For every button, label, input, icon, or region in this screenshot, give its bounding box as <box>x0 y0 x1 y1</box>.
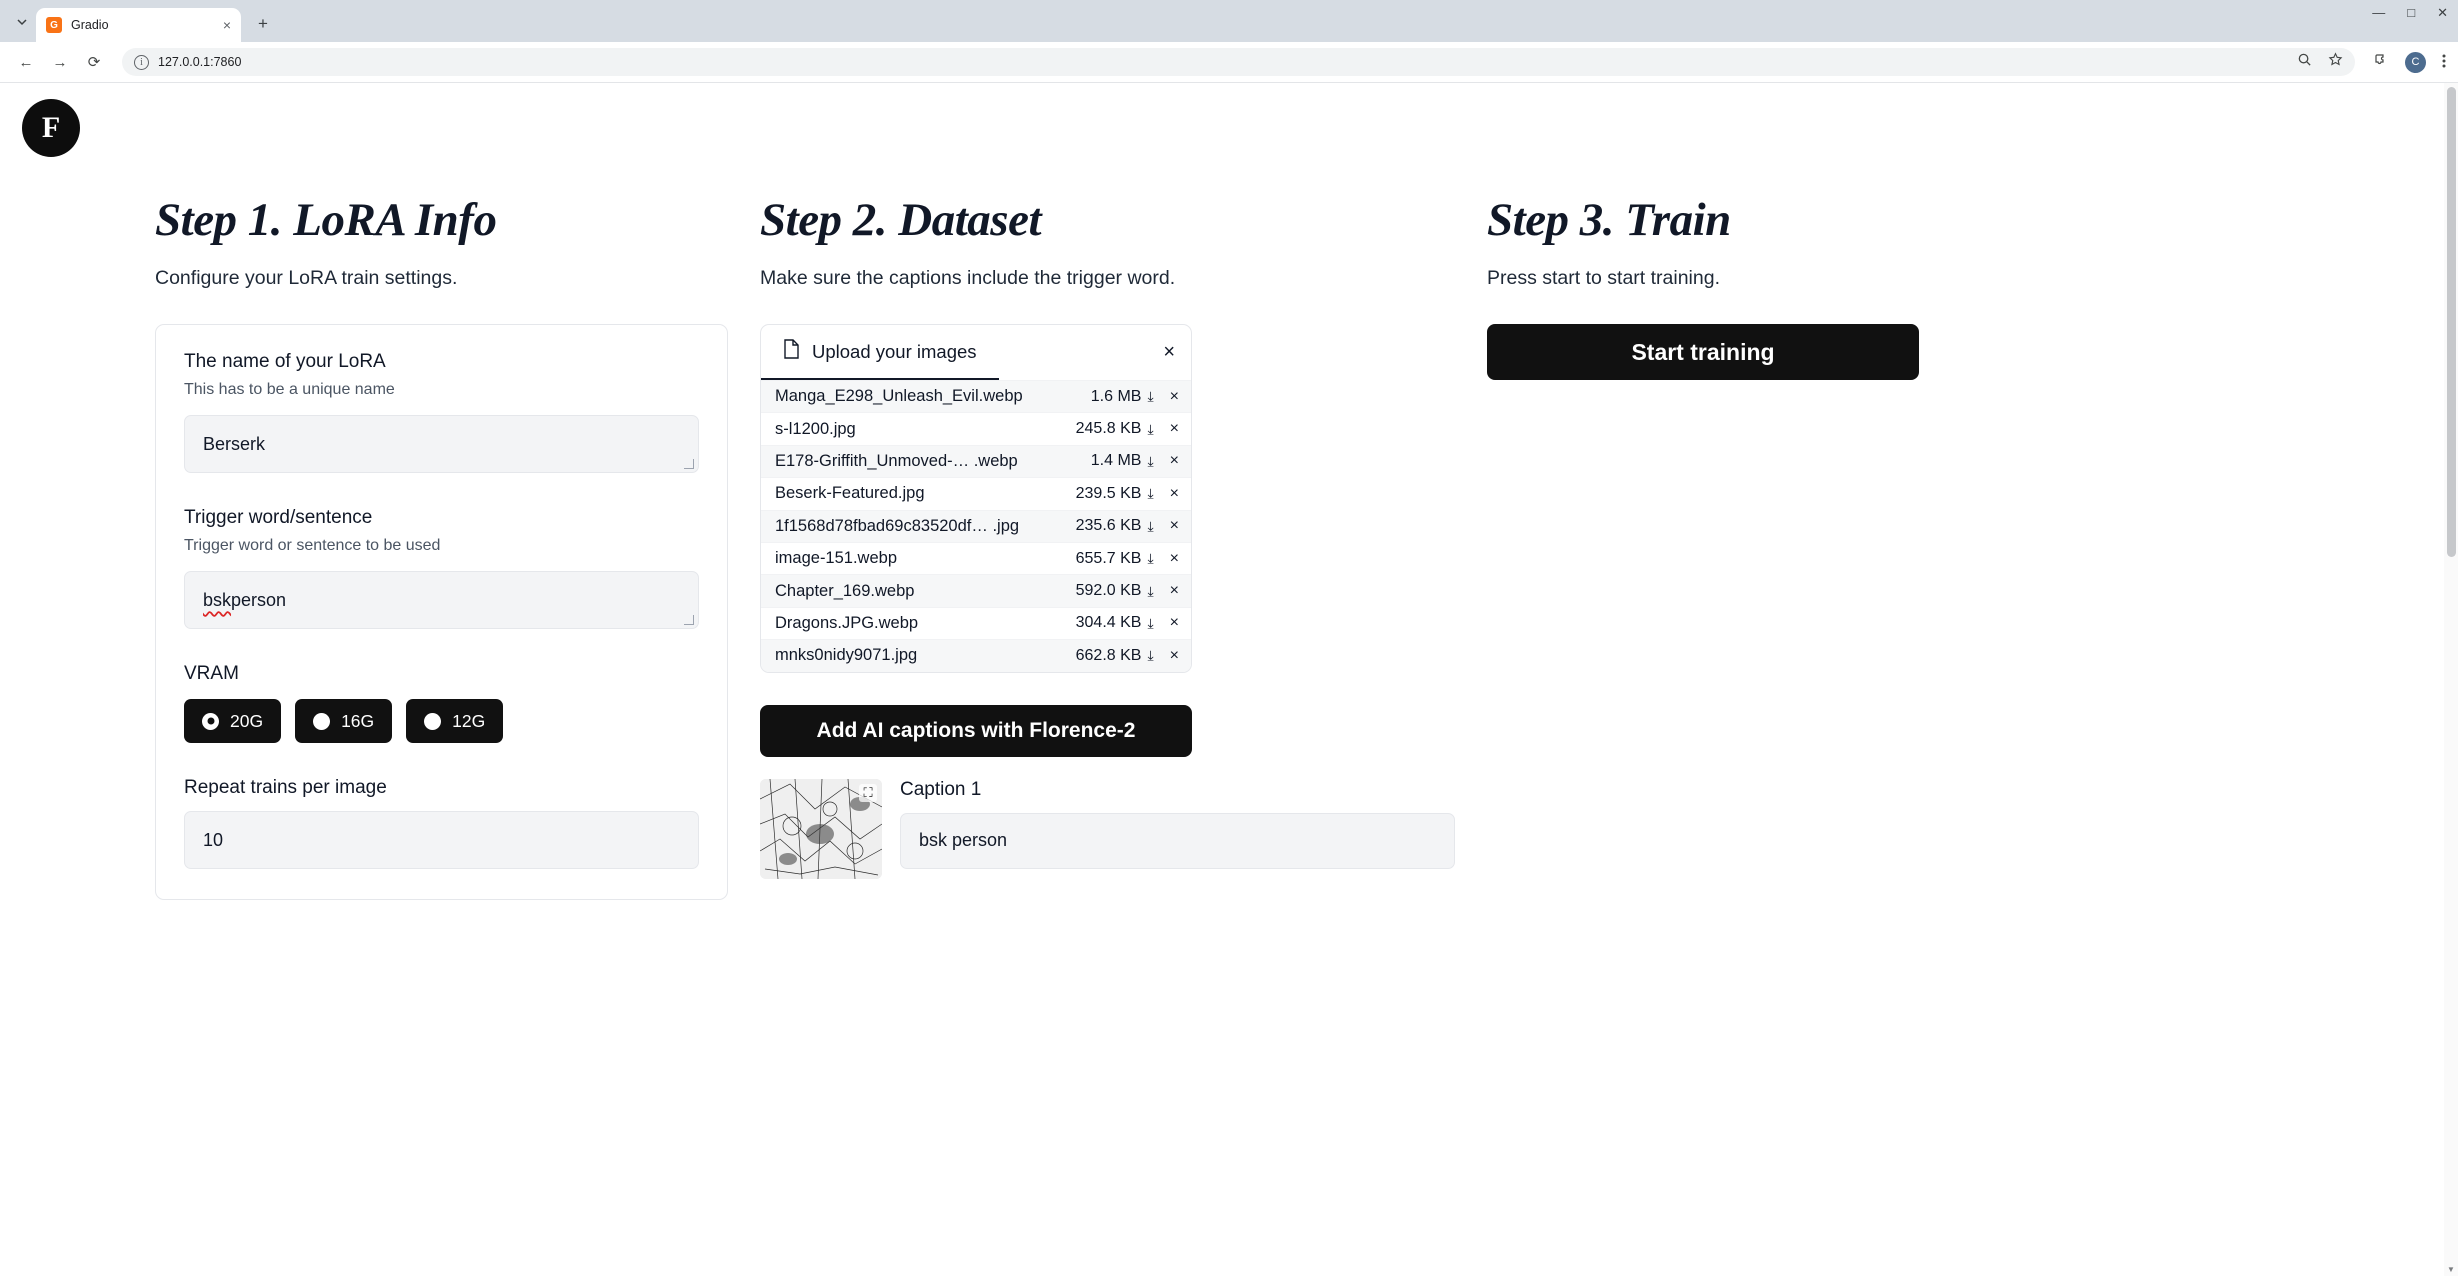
vram-option-label: 12G <box>452 710 486 731</box>
remove-icon[interactable]: × <box>1169 452 1179 470</box>
file-size: 592.0 KB <box>1075 582 1142 600</box>
step1-subtitle: Configure your LoRA train settings. <box>155 267 458 289</box>
dataset-file-list <box>760 324 1192 673</box>
resize-handle[interactable] <box>684 459 694 469</box>
vram-option-16g[interactable] <box>295 699 392 743</box>
info-icon[interactable]: i <box>134 55 149 70</box>
remove-icon[interactable]: × <box>1169 484 1179 502</box>
caption-fields <box>900 779 1455 879</box>
caption-1-value: bsk person <box>919 830 1008 851</box>
vram-option-label: 16G <box>341 710 375 731</box>
repeat-trains-value: 10 <box>203 829 224 850</box>
remove-icon[interactable]: × <box>1169 549 1179 567</box>
step1-column <box>0 193 760 900</box>
upload-images-label: Upload your images <box>812 340 977 362</box>
table-row[interactable] <box>761 639 1191 671</box>
file-name: s-l1200.jpg <box>775 419 856 438</box>
trigger-word-label: Trigger word/sentence <box>184 507 373 528</box>
remove-icon[interactable]: × <box>1169 582 1179 600</box>
file-name: Chapter_169.webp <box>775 581 915 600</box>
scroll-down-arrow[interactable]: ▼ <box>2447 1264 2455 1274</box>
step1-title: Step 1. LoRA Info <box>155 194 497 246</box>
file-size: 239.5 KB <box>1075 484 1142 502</box>
vram-option-20g[interactable] <box>184 699 281 743</box>
toolbar-right <box>2369 52 2446 73</box>
lora-name-input[interactable] <box>184 415 699 473</box>
download-icon[interactable]: ⤓ <box>1147 550 1154 567</box>
reload-icon[interactable]: ⟳ <box>87 54 101 71</box>
forward-icon[interactable]: → <box>52 53 68 71</box>
tab-strip <box>0 0 2458 42</box>
file-name: E178-Griffith_Unmoved-… .webp <box>775 451 1018 470</box>
vram-group <box>184 663 699 743</box>
add-ai-captions-button[interactable]: Add AI captions with Florence-2 <box>760 705 1192 757</box>
repeat-group <box>184 777 699 869</box>
clear-files-icon[interactable]: × <box>1163 341 1175 363</box>
scrollbar-thumb[interactable] <box>2447 87 2456 557</box>
start-training-button[interactable]: Start training <box>1487 324 1919 380</box>
radio-icon <box>313 713 330 730</box>
lora-name-hint: This has to be a unique name <box>184 381 395 398</box>
file-size: 235.6 KB <box>1075 517 1142 535</box>
download-icon[interactable]: ⤓ <box>1147 388 1154 405</box>
page-viewport <box>0 83 2458 1276</box>
file-size: 655.7 KB <box>1075 549 1142 567</box>
remove-icon[interactable]: × <box>1169 420 1179 438</box>
new-tab-button[interactable]: + <box>258 14 268 33</box>
address-bar-url: 127.0.0.1:7860 <box>158 55 242 69</box>
file-name: image-151.webp <box>775 549 897 568</box>
tab-title: Gradio <box>71 18 109 32</box>
lora-info-card <box>155 324 728 900</box>
step2-column <box>760 193 1487 900</box>
download-icon[interactable]: ⤓ <box>1147 452 1154 469</box>
omnibox-actions <box>2297 52 2343 72</box>
zoom-icon[interactable] <box>2297 52 2312 72</box>
table-row[interactable] <box>761 607 1191 639</box>
file-rows <box>761 380 1191 672</box>
file-size: 1.4 MB <box>1090 452 1142 470</box>
caption-item <box>760 779 1455 879</box>
steps-columns <box>0 193 2458 900</box>
file-name: 1f1568d78fbad69c83520df… .jpg <box>775 516 1020 535</box>
lora-name-value: Berserk <box>203 433 266 454</box>
download-icon[interactable]: ⤓ <box>1147 582 1154 599</box>
trigger-group <box>184 507 699 629</box>
file-size: 662.8 KB <box>1075 646 1142 664</box>
step3-column <box>1487 193 2247 900</box>
browser-toolbar <box>0 42 2458 83</box>
step2-subtitle: Make sure the captions include the trigger word. <box>760 267 1176 289</box>
kebab-menu-icon[interactable] <box>2442 53 2446 72</box>
download-icon[interactable]: ⤓ <box>1147 517 1154 534</box>
repeat-trains-label: Repeat trains per image <box>184 777 387 798</box>
table-row[interactable] <box>761 445 1191 477</box>
trigger-word-value-misspelled: bsk <box>203 589 232 610</box>
radio-icon <box>424 713 441 730</box>
window-close-button[interactable]: ✕ <box>2437 5 2448 20</box>
remove-icon[interactable]: × <box>1169 517 1179 535</box>
vram-option-12g[interactable] <box>406 699 503 743</box>
remove-icon[interactable]: × <box>1169 387 1179 405</box>
vram-label: VRAM <box>184 663 239 684</box>
tab-search-icon[interactable] <box>8 8 36 36</box>
remove-icon[interactable]: × <box>1169 614 1179 632</box>
page-scrollbar[interactable] <box>2444 83 2458 1276</box>
address-bar[interactable] <box>122 48 2355 76</box>
radio-icon <box>202 713 219 730</box>
table-row[interactable] <box>761 477 1191 509</box>
resize-handle[interactable] <box>684 615 694 625</box>
file-name: Dragons.JPG.webp <box>775 613 919 632</box>
trigger-word-input[interactable] <box>184 571 699 629</box>
download-icon[interactable]: ⤓ <box>1147 647 1154 664</box>
table-row[interactable] <box>761 412 1191 444</box>
file-size: 304.4 KB <box>1075 614 1142 632</box>
download-icon[interactable]: ⤓ <box>1147 614 1154 631</box>
maximize-button[interactable]: □ <box>2407 5 2416 20</box>
caption-1-label: Caption 1 <box>900 778 982 800</box>
trigger-word-hint: Trigger word or sentence to be used <box>184 537 441 554</box>
file-upload-icon <box>783 339 800 364</box>
file-size: 1.6 MB <box>1090 387 1142 405</box>
step3-subtitle: Press start to start training. <box>1487 267 1721 289</box>
file-name: mnks0nidy9071.jpg <box>775 646 918 665</box>
file-name: Beserk-Featured.jpg <box>775 484 925 503</box>
close-icon[interactable]: × <box>222 17 231 33</box>
gradio-app <box>0 83 2458 1276</box>
trigger-word-value-rest: person <box>231 589 287 610</box>
puzzle-icon[interactable] <box>2373 53 2389 72</box>
browser-tab[interactable] <box>36 8 241 42</box>
table-row[interactable] <box>761 574 1191 606</box>
table-row[interactable] <box>761 542 1191 574</box>
window-controls <box>2372 6 2448 19</box>
upload-images-button[interactable] <box>761 325 999 380</box>
step2-title: Step 2. Dataset <box>760 194 1042 246</box>
lora-name-label: The name of your LoRA <box>184 351 386 372</box>
table-row[interactable] <box>761 380 1191 412</box>
download-icon[interactable]: ⤓ <box>1147 420 1154 437</box>
file-size: 245.8 KB <box>1075 420 1142 438</box>
upload-header <box>761 325 1191 380</box>
vram-option-label: 20G <box>230 710 264 731</box>
remove-icon[interactable]: × <box>1169 646 1179 664</box>
repeat-trains-input[interactable] <box>184 811 699 869</box>
back-icon[interactable]: ← <box>18 53 34 71</box>
table-row[interactable] <box>761 510 1191 542</box>
dataset-thumbnail[interactable] <box>760 779 882 879</box>
caption-1-input[interactable] <box>900 813 1455 869</box>
app-logo: F <box>22 99 80 157</box>
minimize-button[interactable]: — <box>2372 5 2386 20</box>
file-name: Manga_E298_Unleash_Evil.webp <box>775 387 1023 406</box>
download-icon[interactable]: ⤓ <box>1147 485 1154 502</box>
star-icon[interactable] <box>2328 52 2343 72</box>
step3-title: Step 3. Train <box>1487 194 1731 246</box>
vram-radio-group <box>184 699 699 743</box>
avatar[interactable]: C <box>2405 52 2426 73</box>
expand-icon[interactable]: ⛶ <box>859 784 877 802</box>
gradio-icon: G <box>46 17 62 33</box>
